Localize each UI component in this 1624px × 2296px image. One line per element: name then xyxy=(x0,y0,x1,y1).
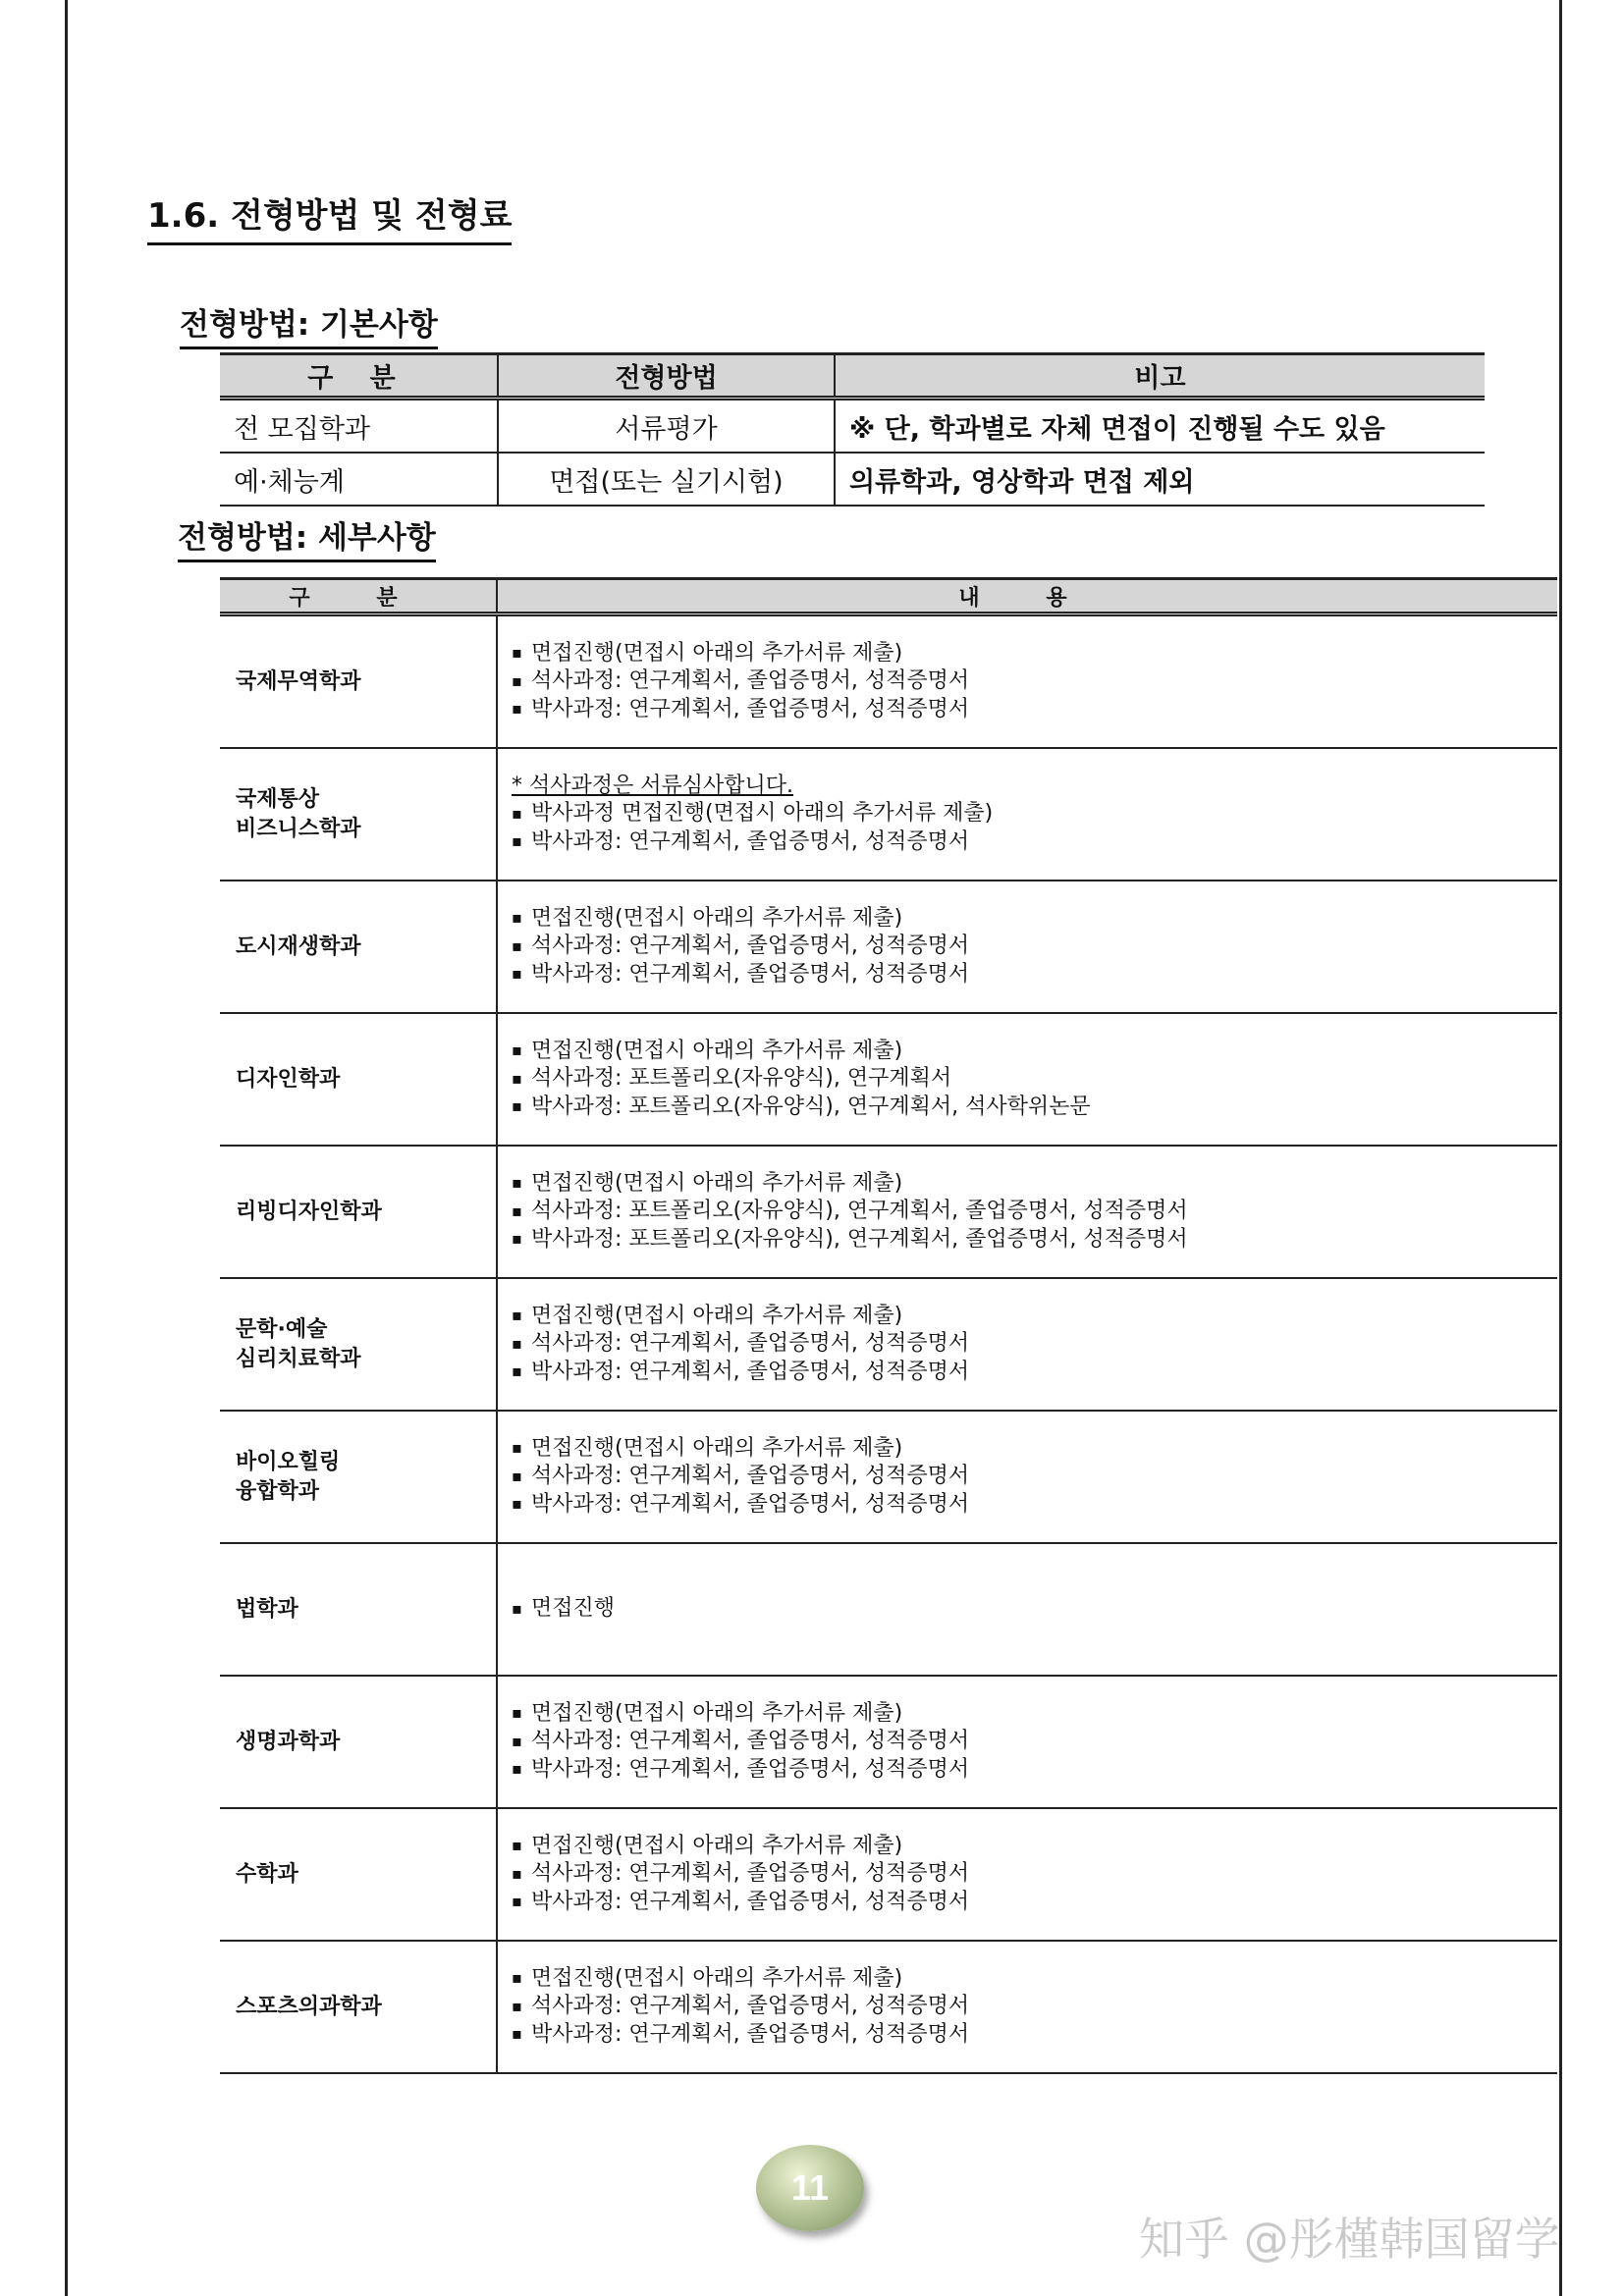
detail-dept-cell xyxy=(220,1146,497,1278)
detail-bullet-item xyxy=(512,933,1557,961)
detail-row xyxy=(220,1411,1557,1543)
detail-bullet-text: 석사과정: 연구계획서, 졸업증명서, 성적증명서 xyxy=(531,668,970,694)
detail-bullet-text: 박사과정: 연구계획서, 졸업증명서, 성적증명서 xyxy=(531,961,970,987)
detail-bullet-item xyxy=(512,905,1557,934)
watermark: 知乎 @彤槿韩国留学 xyxy=(1139,2213,1560,2266)
detail-content-cell xyxy=(497,748,1557,881)
detail-bullet-item xyxy=(512,1860,1557,1889)
dept-name: 국제통상 xyxy=(236,786,320,812)
dept-name: 도시재생학과 xyxy=(236,934,361,959)
basic-subtitle: 전형방법: 기본사항 xyxy=(180,307,438,349)
detail-bullet-item xyxy=(512,1435,1557,1464)
detail-bullet-text: 박사과정: 연구계획서, 졸업증명서, 성적증명서 xyxy=(531,828,970,854)
detail-bullet-item xyxy=(512,1094,1557,1122)
detail-bullet-item xyxy=(512,2021,1557,2050)
detail-row xyxy=(220,748,1557,881)
detail-bullet-text: 면접진행(면접시 아래의 추가서류 제출) xyxy=(531,1435,903,1461)
detail-bullet-text: 석사과정: 연구계획서, 졸업증명서, 성적증명서 xyxy=(531,1994,970,2019)
detail-bullet-text: 면접진행(면접시 아래의 추가서류 제출) xyxy=(531,1833,903,1858)
detail-bullet-text: 석사과정: 연구계획서, 졸업증명서, 성적증명서 xyxy=(531,1729,970,1754)
section-title: 1.6. 전형방법 및 전형료 xyxy=(147,196,512,245)
detail-bullet-text: 석사과정: 포트폴리오(자유양식), 연구계획서 xyxy=(531,1066,952,1092)
detail-content-cell xyxy=(497,1013,1557,1146)
detail-bullet-text: 박사과정: 연구계획서, 졸업증명서, 성적증명서 xyxy=(531,2021,970,2047)
detail-note-text: * 석사과정은 서류심사합니다. xyxy=(512,773,794,798)
detail-bullet-text: 석사과정: 연구계획서, 졸업증명서, 성적증명서 xyxy=(531,1861,970,1887)
detail-bullet-item xyxy=(512,1833,1557,1861)
basic-header-category: 구 분 xyxy=(220,354,498,399)
detail-content-cell xyxy=(497,881,1557,1013)
detail-dept-cell xyxy=(220,1676,497,1808)
detail-bullet-item xyxy=(512,1038,1557,1066)
detail-row xyxy=(220,1808,1557,1941)
detail-bullet-item xyxy=(512,1330,1557,1359)
detail-content-cell xyxy=(497,1278,1557,1411)
detail-note xyxy=(512,773,1557,801)
basic-row-category: 예·체능계 xyxy=(220,453,498,506)
detail-body xyxy=(220,614,1557,2074)
basic-row-note: ※ 단, 학과별로 자체 면접이 진행될 수도 있음 xyxy=(835,399,1485,454)
detail-bullet-text: 박사과정 면접진행(면접시 아래의 추가서류 제출) xyxy=(531,801,994,827)
detail-bullet-item xyxy=(512,1170,1557,1199)
detail-bullet-text: 석사과정: 포트폴리오(자유양식), 연구계획서, 졸업증명서, 성적증명서 xyxy=(531,1199,1188,1224)
detail-bullet-item xyxy=(512,1463,1557,1491)
detail-bullet-text: 석사과정: 연구계획서, 졸업증명서, 성적증명서 xyxy=(531,934,970,959)
detail-row xyxy=(220,1941,1557,2073)
detail-header-row xyxy=(220,579,1557,614)
detail-header-category: 구 분 xyxy=(220,579,497,614)
basic-row xyxy=(220,453,1485,506)
detail-bullet-text: 박사과정: 포트폴리오(자유양식), 연구계획서, 졸업증명서, 성적증명서 xyxy=(531,1226,1188,1252)
dept-name: 법학과 xyxy=(236,1596,298,1622)
dept-name: 융합학과 xyxy=(236,1478,320,1504)
detail-dept-cell xyxy=(220,614,497,749)
detail-bullet-item xyxy=(512,1491,1557,1520)
detail-row xyxy=(220,1013,1557,1146)
basic-row-note: 의류학과, 영상학과 면접 제외 xyxy=(835,453,1485,506)
detail-bullet-item xyxy=(512,800,1557,828)
detail-dept-cell xyxy=(220,1278,497,1411)
detail-bullet-item xyxy=(512,640,1557,668)
detail-row xyxy=(220,881,1557,1013)
detail-bullet-item xyxy=(512,1198,1557,1226)
detail-bullet-text: 박사과정: 연구계획서, 졸업증명서, 성적증명서 xyxy=(531,1491,970,1517)
detail-dept-cell xyxy=(220,1941,497,2073)
dept-name: 리빙디자인학과 xyxy=(236,1199,382,1224)
basic-row-method: 서류평가 xyxy=(498,399,835,454)
detail-content-cell xyxy=(497,1941,1557,2073)
left-page-border xyxy=(65,0,68,2296)
dept-name: 심리치료학과 xyxy=(236,1346,361,1371)
detail-bullet-item xyxy=(512,828,1557,857)
detail-dept-cell xyxy=(220,1411,497,1543)
dept-name: 바이오힐링 xyxy=(236,1449,341,1474)
detail-bullet-item xyxy=(512,961,1557,989)
detail-bullet-item xyxy=(512,1728,1557,1756)
detail-row xyxy=(220,1543,1557,1676)
detail-bullet-item xyxy=(512,1700,1557,1729)
dept-name: 생명과학과 xyxy=(236,1729,341,1754)
detail-bullet-text: 면접진행(면접시 아래의 추가서류 제출) xyxy=(531,1700,903,1726)
dept-name: 국제무역학과 xyxy=(236,668,361,694)
detail-row xyxy=(220,1278,1557,1411)
detail-bullet-text: 면접진행(면접시 아래의 추가서류 제출) xyxy=(531,1303,903,1328)
detail-bullet-item xyxy=(512,1965,1557,1994)
detail-bullet-item xyxy=(512,1303,1557,1331)
detail-content-cell xyxy=(497,1543,1557,1676)
basic-header-note: 비고 xyxy=(835,354,1485,399)
detail-subtitle: 전형방법: 세부사항 xyxy=(178,520,436,562)
basic-header-row xyxy=(220,354,1485,399)
detail-bullet-item xyxy=(512,1889,1557,1917)
detail-bullet-item xyxy=(512,1993,1557,2021)
basic-header-method: 전형방법 xyxy=(498,354,835,399)
page-number-badge: 11 xyxy=(756,2145,864,2231)
detail-bullet-text: 박사과정: 연구계획서, 졸업증명서, 성적증명서 xyxy=(531,1359,970,1384)
detail-dept-cell xyxy=(220,1543,497,1676)
dept-name: 수학과 xyxy=(236,1861,298,1887)
detail-content-cell xyxy=(497,1808,1557,1941)
detail-dept-cell xyxy=(220,1808,497,1941)
right-page-border xyxy=(1559,0,1562,2296)
detail-bullet-item xyxy=(512,1359,1557,1387)
detail-bullet-text: 면접진행(면접시 아래의 추가서류 제출) xyxy=(531,640,903,666)
basic-row xyxy=(220,399,1485,454)
detail-bullet-text: 박사과정: 포트폴리오(자유양식), 연구계획서, 석사학위논문 xyxy=(531,1094,1091,1119)
detail-bullet-item xyxy=(512,1065,1557,1094)
detail-dept-cell xyxy=(220,881,497,1013)
detail-bullet-text: 석사과정: 연구계획서, 졸업증명서, 성적증명서 xyxy=(531,1464,970,1489)
detail-bullet-text: 면접진행(면접시 아래의 추가서류 제출) xyxy=(531,1170,903,1196)
detail-bullet-text: 박사과정: 연구계획서, 졸업증명서, 성적증명서 xyxy=(531,1889,970,1914)
detail-dept-cell xyxy=(220,748,497,881)
dept-name: 디자인학과 xyxy=(236,1066,341,1092)
detail-bullet-text: 박사과정: 연구계획서, 졸업증명서, 성적증명서 xyxy=(531,1756,970,1782)
detail-bullet-text: 면접진행 xyxy=(531,1596,616,1622)
detail-bullet-item xyxy=(512,1595,1557,1624)
detail-bullet-text: 박사과정: 연구계획서, 졸업증명서, 성적증명서 xyxy=(531,696,970,721)
detail-content-cell xyxy=(497,1411,1557,1543)
dept-name: 비즈니스학과 xyxy=(236,816,361,841)
basic-row-category: 전 모집학과 xyxy=(220,399,498,454)
detail-row xyxy=(220,1676,1557,1808)
detail-bullet-item xyxy=(512,1226,1557,1255)
detail-header-content: 내 용 xyxy=(497,579,1557,614)
detail-bullet-text: 면접진행(면접시 아래의 추가서류 제출) xyxy=(531,1038,903,1063)
basic-row-method: 면접(또는 실기시험) xyxy=(498,453,835,506)
detail-bullet-text: 석사과정: 연구계획서, 졸업증명서, 성적증명서 xyxy=(531,1331,970,1357)
detail-content-cell xyxy=(497,1146,1557,1278)
basic-table xyxy=(220,352,1485,507)
detail-table xyxy=(220,577,1557,2074)
dept-name: 문학·예술 xyxy=(236,1316,328,1342)
detail-bullet-text: 면접진행(면접시 아래의 추가서류 제출) xyxy=(531,1965,903,1991)
detail-bullet-item xyxy=(512,1756,1557,1785)
dept-name: 스포츠의과학과 xyxy=(236,1994,382,2019)
detail-bullet-text: 면접진행(면접시 아래의 추가서류 제출) xyxy=(531,905,903,931)
detail-bullet-item xyxy=(512,696,1557,724)
detail-dept-cell xyxy=(220,1013,497,1146)
detail-content-cell xyxy=(497,1676,1557,1808)
detail-row xyxy=(220,614,1557,749)
detail-bullet-item xyxy=(512,667,1557,696)
detail-row xyxy=(220,1146,1557,1278)
detail-content-cell xyxy=(497,614,1557,749)
